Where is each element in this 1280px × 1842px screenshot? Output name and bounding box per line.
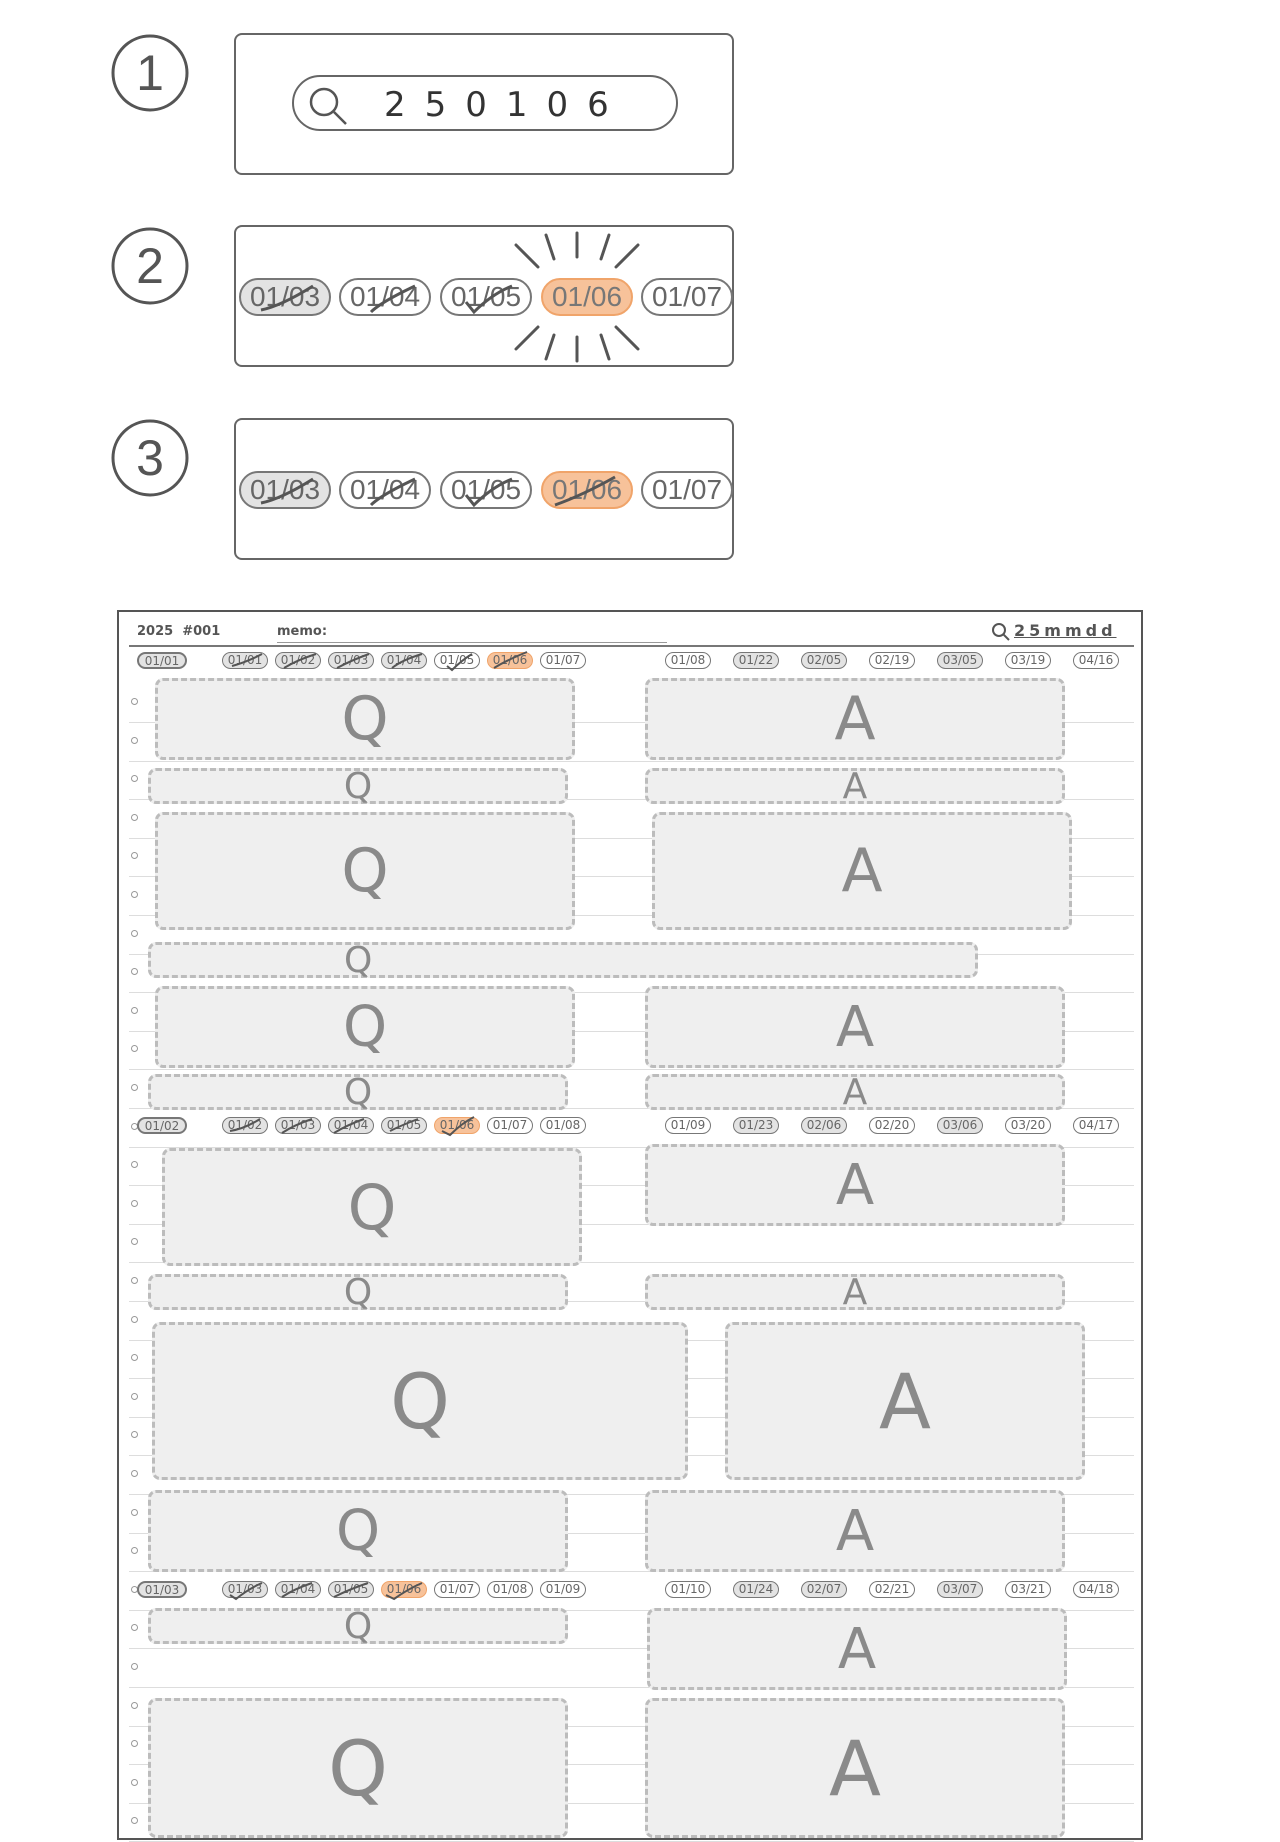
answer-box[interactable]: A: [645, 768, 1065, 804]
future-chip[interactable]: 03/06: [937, 1117, 983, 1134]
checkmark-icon: [241, 280, 333, 318]
future-chip[interactable]: 04/16: [1073, 652, 1119, 669]
binder-hole: [131, 698, 138, 705]
review-chip[interactable]: 01/03: [222, 1581, 268, 1598]
future-chip[interactable]: 01/24: [733, 1581, 779, 1598]
binder-hole: [131, 1817, 138, 1824]
date-chip[interactable]: 01/04: [339, 278, 431, 316]
date-chip[interactable]: 01/07: [641, 278, 733, 316]
binder-hole: [131, 1393, 138, 1400]
future-chip[interactable]: 02/07: [801, 1581, 847, 1598]
row-date-chip[interactable]: 01/02: [137, 1117, 187, 1134]
checkmark-icon: [341, 473, 433, 511]
binder-hole: [131, 1547, 138, 1554]
binder-hole: [131, 891, 138, 898]
binder-hole: [131, 1316, 138, 1323]
step-1-number: [110, 33, 190, 113]
question-box[interactable]: Q: [148, 942, 978, 978]
checkmark-icon: [222, 648, 542, 672]
date-chip[interactable]: 01/07: [641, 471, 733, 509]
answer-box[interactable]: A: [645, 1144, 1065, 1226]
review-chip-today[interactable]: 01/06: [381, 1581, 427, 1598]
date-chip-today[interactable]: 01/06: [541, 278, 633, 316]
question-box[interactable]: Q: [148, 1698, 568, 1838]
memo-line: [277, 642, 667, 643]
review-chip[interactable]: 01/05: [434, 652, 480, 669]
future-chip[interactable]: 03/20: [1005, 1117, 1051, 1134]
question-box[interactable]: Q: [155, 986, 575, 1068]
future-chip[interactable]: 02/05: [801, 652, 847, 669]
row-date-chip[interactable]: 01/03: [137, 1581, 187, 1598]
date-chip[interactable]: 01/03: [239, 278, 331, 316]
search-icon: [304, 83, 352, 127]
checkmark-icon: [442, 473, 534, 511]
answer-box[interactable]: A: [645, 1074, 1065, 1110]
search-panel: [234, 33, 734, 175]
future-chip[interactable]: 02/21: [869, 1581, 915, 1598]
answer-box[interactable]: A: [645, 678, 1065, 760]
ruled-line: [129, 761, 1134, 762]
question-box[interactable]: Q: [148, 1274, 568, 1310]
future-chip[interactable]: 03/19: [1005, 652, 1051, 669]
date-chip[interactable]: 01/04: [339, 471, 431, 509]
date-strip-highlight-panel: [234, 225, 734, 367]
search-input[interactable]: [292, 75, 678, 131]
binder-hole: [131, 737, 138, 744]
review-chip-today[interactable]: 01/06: [434, 1117, 480, 1134]
binder-hole: [131, 1238, 138, 1245]
question-box[interactable]: Q: [155, 812, 575, 930]
binder-hole: [131, 1624, 138, 1631]
checkmark-icon: [543, 473, 635, 511]
review-chip[interactable]: 01/04: [328, 1117, 374, 1134]
memo-label: memo:: [277, 624, 328, 639]
checkmark-icon: [341, 280, 433, 318]
binder-hole: [131, 1277, 138, 1284]
review-chip[interactable]: 01/04: [275, 1581, 321, 1598]
binder-hole: [131, 968, 138, 975]
checkmark-icon: [222, 1113, 542, 1137]
question-box[interactable]: Q: [155, 678, 575, 760]
review-chip[interactable]: 01/07: [540, 652, 586, 669]
date-chip-today[interactable]: 01/06: [541, 471, 633, 509]
checkmark-icon: [442, 280, 534, 318]
date-strip-checked-panel: [234, 418, 734, 560]
answer-box[interactable]: A: [645, 1490, 1065, 1572]
ruled-line: [129, 1069, 1134, 1070]
review-chip[interactable]: 01/02: [222, 1117, 268, 1134]
search-query: 250106: [384, 85, 628, 125]
answer-box[interactable]: A: [725, 1322, 1085, 1480]
binder-hole: [131, 1045, 138, 1052]
date-chip[interactable]: 01/05: [440, 278, 532, 316]
future-chip[interactable]: 01/22: [733, 652, 779, 669]
header-rule: [129, 645, 1134, 647]
date-chip[interactable]: 01/03: [239, 471, 331, 509]
date-chip[interactable]: 01/05: [440, 471, 532, 509]
svg-text:1: 1: [136, 45, 164, 101]
binder-hole: [131, 1161, 138, 1168]
review-chip[interactable]: 01/08: [487, 1581, 533, 1598]
svg-text:2: 2: [136, 238, 164, 294]
review-chip[interactable]: 01/02: [275, 652, 321, 669]
review-chip[interactable]: 01/08: [540, 1117, 586, 1134]
future-chip[interactable]: 01/08: [665, 652, 711, 669]
future-chip[interactable]: 02/20: [869, 1117, 915, 1134]
binder-hole: [131, 1702, 138, 1709]
step-3-number: [110, 418, 190, 498]
binder-hole: [131, 1007, 138, 1014]
question-box[interactable]: Q: [152, 1322, 688, 1480]
future-chip[interactable]: 04/18: [1073, 1581, 1119, 1598]
answer-box[interactable]: A: [645, 986, 1065, 1068]
answer-box[interactable]: A: [647, 1608, 1067, 1690]
binder-hole: [131, 1431, 138, 1438]
binder-hole: [131, 1779, 138, 1786]
review-chip[interactable]: 01/05: [381, 1117, 427, 1134]
future-chip[interactable]: 01/23: [733, 1117, 779, 1134]
question-box[interactable]: Q: [148, 1074, 568, 1110]
question-box[interactable]: Q: [162, 1148, 582, 1266]
checkmark-icon: [222, 1577, 542, 1601]
review-chip[interactable]: 01/09: [540, 1581, 586, 1598]
search-icon: [991, 622, 1011, 642]
row-date-chip[interactable]: 01/01: [137, 652, 187, 669]
future-chip[interactable]: 02/06: [801, 1117, 847, 1134]
binder-hole: [131, 1084, 138, 1091]
answer-box[interactable]: A: [652, 812, 1072, 930]
review-chip[interactable]: 01/03: [328, 652, 374, 669]
binder-hole: [131, 1509, 138, 1516]
binder-hole: [131, 814, 138, 821]
step-2-number: [110, 226, 190, 306]
question-box[interactable]: Q: [148, 1608, 568, 1644]
binder-hole: [131, 775, 138, 782]
review-chip[interactable]: 01/07: [487, 1117, 533, 1134]
binder-hole: [131, 1200, 138, 1207]
question-box[interactable]: Q: [148, 1490, 568, 1572]
review-chip[interactable]: 01/04: [381, 652, 427, 669]
binder-hole: [131, 1740, 138, 1747]
answer-box[interactable]: A: [645, 1274, 1065, 1310]
future-chip[interactable]: 02/19: [869, 652, 915, 669]
future-chip[interactable]: 03/21: [1005, 1581, 1051, 1598]
future-chip[interactable]: 01/10: [665, 1581, 711, 1598]
future-chip[interactable]: 03/07: [937, 1581, 983, 1598]
future-chip[interactable]: 01/09: [665, 1117, 711, 1134]
review-chip[interactable]: 01/01: [222, 652, 268, 669]
notebook-sheet: [117, 610, 1143, 1840]
date-code-label: 25mmdd: [1014, 621, 1117, 640]
binder-hole: [131, 1663, 138, 1670]
review-chip-today[interactable]: 01/06: [487, 652, 533, 669]
question-box[interactable]: Q: [148, 768, 568, 804]
binder-hole: [131, 1354, 138, 1361]
review-chip[interactable]: 01/03: [275, 1117, 321, 1134]
binder-hole: [131, 852, 138, 859]
review-chip[interactable]: 01/07: [434, 1581, 480, 1598]
future-chip[interactable]: 03/05: [937, 652, 983, 669]
checkmark-icon: [241, 473, 333, 511]
svg-text:3: 3: [136, 430, 164, 486]
answer-box[interactable]: A: [645, 1698, 1065, 1838]
future-chip[interactable]: 04/17: [1073, 1117, 1119, 1134]
binder-hole: [131, 1470, 138, 1477]
review-chip[interactable]: 01/05: [328, 1581, 374, 1598]
binder-hole: [131, 930, 138, 937]
sheet-year-number: 2025 #001: [137, 624, 221, 639]
